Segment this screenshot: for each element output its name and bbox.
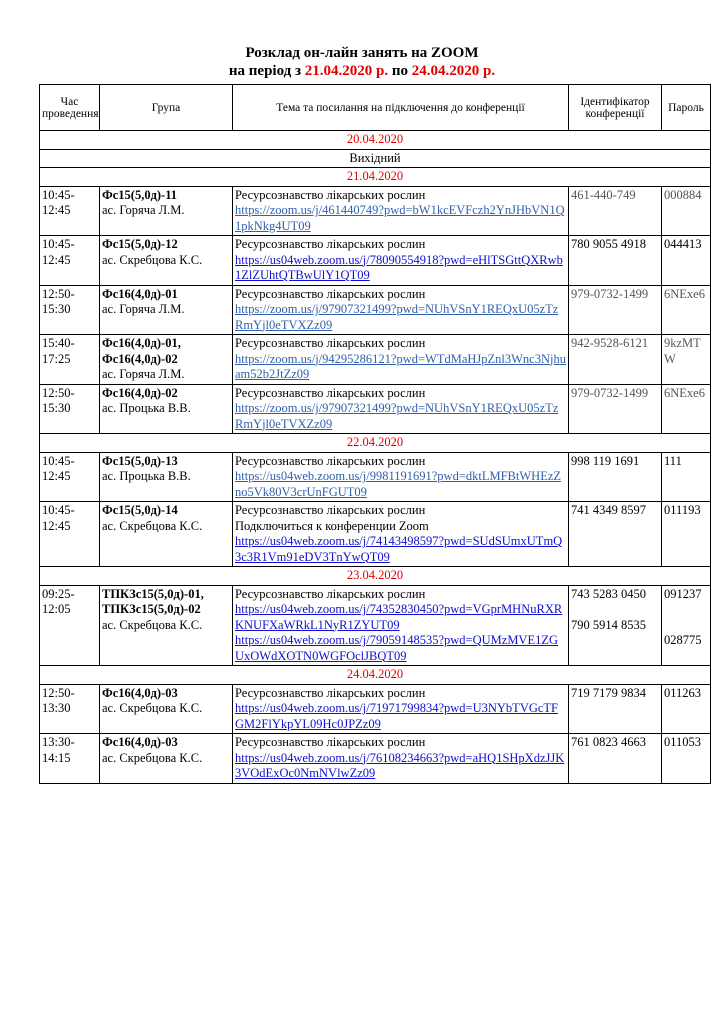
period-mid: по [388, 63, 412, 79]
conf-id-cell: 979-0732-1499 [569, 285, 662, 335]
topic-cell [233, 186, 569, 236]
date-label: 22.04.2020 [40, 434, 711, 453]
date-row [40, 131, 711, 150]
date-label: 23.04.2020 [40, 567, 711, 586]
group-name: Фс15(5,0д)-12 [102, 237, 178, 251]
group-cell [100, 285, 233, 335]
topic-text: Ресурсознавство лікарських рослин [235, 385, 426, 400]
teacher-name: ас. Скребцова К.С. [102, 701, 203, 715]
conf-id-cell: 942-9528-6121 [569, 335, 662, 385]
topic-cell [233, 236, 569, 286]
document-title: Розклад он-лайн занять на ZOOM [245, 45, 479, 61]
group-cell [100, 684, 233, 734]
time-cell: 12:50-15:30 [40, 285, 100, 335]
holiday-row [40, 149, 711, 168]
group-cell [100, 734, 233, 784]
zoom-link[interactable]: https://us04web.zoom.us/j/78090554918?pwd=eHlTSGttQXRwb1ZlZUhtQTBwUlY1QT09 [235, 252, 563, 282]
time-cell: 10:45-12:45 [40, 452, 100, 502]
table-row [40, 384, 711, 434]
zoom-link[interactable]: https://us04web.zoom.us/j/74352830450?pwd=VGprMHNuRXRKNUFXaWRkL1NyR1ZYUT09 [235, 602, 563, 632]
group-name: Фс16(4,0д)-01, [102, 336, 181, 350]
period-end-date: 24.04.2020 р. [411, 63, 496, 79]
group-name-2: ТПКЗс15(5,0д)-02 [102, 602, 201, 616]
password-cell: 011053 [662, 734, 711, 784]
password-2: 028775 [664, 633, 702, 647]
teacher-name: ас. Горяча Л.М. [102, 203, 185, 217]
password-cell: 011193 [662, 502, 711, 567]
date-label: 20.04.2020 [40, 131, 711, 150]
teacher-name: ас. Скребцова К.С. [102, 750, 203, 765]
time-cell: 15:40-17:25 [40, 335, 100, 385]
conf-id-cell: 979-0732-1499 [569, 384, 662, 434]
password-cell: 044413 [662, 236, 711, 286]
table-row [40, 585, 711, 666]
group-name: Фс15(5,0д)-14 [102, 503, 178, 517]
password: 091237 [664, 586, 702, 601]
time-cell: 09:25-12:05 [40, 585, 100, 666]
teacher-name: ас. Скребцова К.С. [102, 518, 203, 533]
time-cell: 12:50-15:30 [40, 384, 100, 434]
topic-text: Ресурсознавство лікарських рослин [235, 187, 426, 202]
teacher-name: ас. Процька В.В. [102, 469, 191, 483]
time-cell: 10:45-12:45 [40, 236, 100, 286]
col-password-header: Пароль [662, 85, 711, 131]
table-row [40, 734, 711, 784]
teacher-name: ас. Процька В.В. [102, 401, 191, 415]
password-cell: 000884 [662, 186, 711, 236]
group-name: Фс16(4,0д)-03 [102, 735, 178, 749]
topic-cell [233, 684, 569, 734]
schedule-table [39, 84, 711, 784]
table-row [40, 285, 711, 335]
group-name: Фс15(5,0д)-13 [102, 453, 178, 468]
table-row [40, 684, 711, 734]
teacher-name: ас. Горяча Л.М. [102, 367, 185, 381]
group-name: Фс16(4,0д)-01 [102, 286, 178, 301]
conf-id-cell: 741 4349 8597 [569, 502, 662, 567]
date-row [40, 567, 711, 586]
table-row [40, 452, 711, 502]
topic-cell [233, 502, 569, 567]
zoom-link-2[interactable]: https://us04web.zoom.us/j/79059148535?pwd=QUMzMVE1ZGUxOWdXOTN0WGFOclJBQT09 [235, 633, 559, 663]
date-label: 24.04.2020 [40, 666, 711, 685]
group-cell [100, 452, 233, 502]
zoom-link[interactable]: https://us04web.zoom.us/j/71971799834?pwd=U3NYbTVGcTFGM2FlYkpYL09Hc0JPZz09 [235, 701, 559, 731]
group-name: ТПКЗс15(5,0д)-01, [102, 586, 204, 601]
group-name: Фс16(4,0д)-03 [102, 685, 178, 700]
topic-cell [233, 335, 569, 385]
date-row [40, 666, 711, 685]
topic-cell [233, 452, 569, 502]
zoom-link[interactable]: https://zoom.us/j/461440749?pwd=bW1kcEVFczh2YnJHbVN1Q1pkNkg4UT09 [235, 203, 565, 233]
col-topic-header: Тема та посилання на підключення до конференції [233, 85, 569, 131]
password-cell [662, 585, 711, 666]
date-label: 21.04.2020 [40, 168, 711, 187]
group-name: Фс16(4,0д)-02 [102, 385, 178, 400]
topic-cell [233, 384, 569, 434]
holiday-label: Вихідний [40, 149, 711, 168]
table-row [40, 335, 711, 385]
conf-id-cell: 761 0823 4663 [569, 734, 662, 784]
password-cell: 9kzMTW [662, 335, 711, 385]
table-row [40, 502, 711, 567]
teacher-name: ас. Горяча Л.М. [102, 302, 185, 316]
topic-text: Ресурсознавство лікарських рослин [235, 685, 426, 700]
topic-text: Ресурсознавство лікарських рослин [235, 586, 426, 601]
col-time-header: Час проведення [40, 85, 100, 131]
col-group-header: Група [100, 85, 233, 131]
password-cell: 6NExe6 [662, 384, 711, 434]
topic-cell [233, 285, 569, 335]
topic-text: Ресурсознавство лікарських рослин [235, 286, 426, 301]
zoom-link[interactable]: https://us04web.zoom.us/j/9981191691?pwd=dktLMFBtWHEzZno5Vk80V3crUnFGUT09 [235, 469, 562, 499]
table-row [40, 186, 711, 236]
topic-cell [233, 585, 569, 666]
zoom-link[interactable]: https://zoom.us/j/97907321499?pwd=NUhVSnY1REQxU05zTzRmYjl0eTVXZz09 [235, 302, 559, 332]
group-name-2: Фс16(4,0д)-02 [102, 351, 178, 366]
date-row [40, 168, 711, 187]
col-conf-id-header: Ідентифікатор конференції [569, 85, 662, 131]
topic-text: Ресурсознавство лікарських рослин [235, 237, 426, 251]
conf-id-2: 790 5914 8535 [571, 618, 646, 632]
group-cell [100, 335, 233, 385]
password-cell: 011263 [662, 684, 711, 734]
topic-text: Ресурсознавство лікарських рослин [235, 336, 426, 350]
teacher-name: ас. Скребцова К.С. [102, 617, 203, 632]
group-cell [100, 585, 233, 666]
time-cell: 10:45-12:45 [40, 502, 100, 567]
time-cell: 10:45-12:45 [40, 186, 100, 236]
topic-cell [233, 734, 569, 784]
document-subtitle [0, 62, 724, 80]
period-prefix: на період з [228, 63, 305, 79]
password-cell: 6NExe6 [662, 285, 711, 335]
table-row [40, 236, 711, 286]
conf-id-cell: 780 9055 4918 [569, 236, 662, 286]
table-header-row [40, 85, 711, 131]
group-cell [100, 186, 233, 236]
conf-id-cell [569, 585, 662, 666]
teacher-name: ас. Скребцова К.С. [102, 252, 203, 267]
zoom-link[interactable]: https://zoom.us/j/97907321499?pwd=NUhVSnY1REQxU05zTzRmYjl0eTVXZz09 [235, 401, 559, 431]
topic-text: Ресурсознавство лікарських рослин [235, 735, 426, 749]
period-start-date: 21.04.2020 р. [304, 63, 389, 79]
conf-id-cell: 998 119 1691 [569, 452, 662, 502]
password-cell: 111 [662, 452, 711, 502]
conf-id-cell: 461-440-749 [569, 186, 662, 236]
zoom-link[interactable]: https://zoom.us/j/94295286121?pwd=WTdMaHJpZnl3Wnc3Njhuam52b2JtZz09 [235, 351, 566, 381]
zoom-link[interactable]: https://us04web.zoom.us/j/74143498597?pwd=SUdSUmxUTmQ3c3R1Vm91eDV3TnYwQT09 [235, 534, 563, 564]
topic-text: Ресурсознавство лікарських рослин [235, 453, 426, 468]
time-cell: 13:30-14:15 [40, 734, 100, 784]
date-row [40, 434, 711, 453]
topic-text: Ресурсознавство лікарських рослин [235, 503, 426, 517]
topic-note: Подключиться к конференции Zoom [235, 518, 429, 533]
group-name: Фс15(5,0д)-11 [102, 187, 178, 202]
time-cell: 12:50-13:30 [40, 684, 100, 734]
group-cell [100, 502, 233, 567]
group-cell [100, 384, 233, 434]
group-cell [100, 236, 233, 286]
zoom-link[interactable]: https://us04web.zoom.us/j/76108234663?pwd=aHQ1SHpXdzJJK3VOdExOc0NmNVlwZz09 [235, 750, 565, 780]
conf-id-cell: 719 7179 9834 [569, 684, 662, 734]
conf-id: 743 5283 0450 [571, 586, 646, 601]
